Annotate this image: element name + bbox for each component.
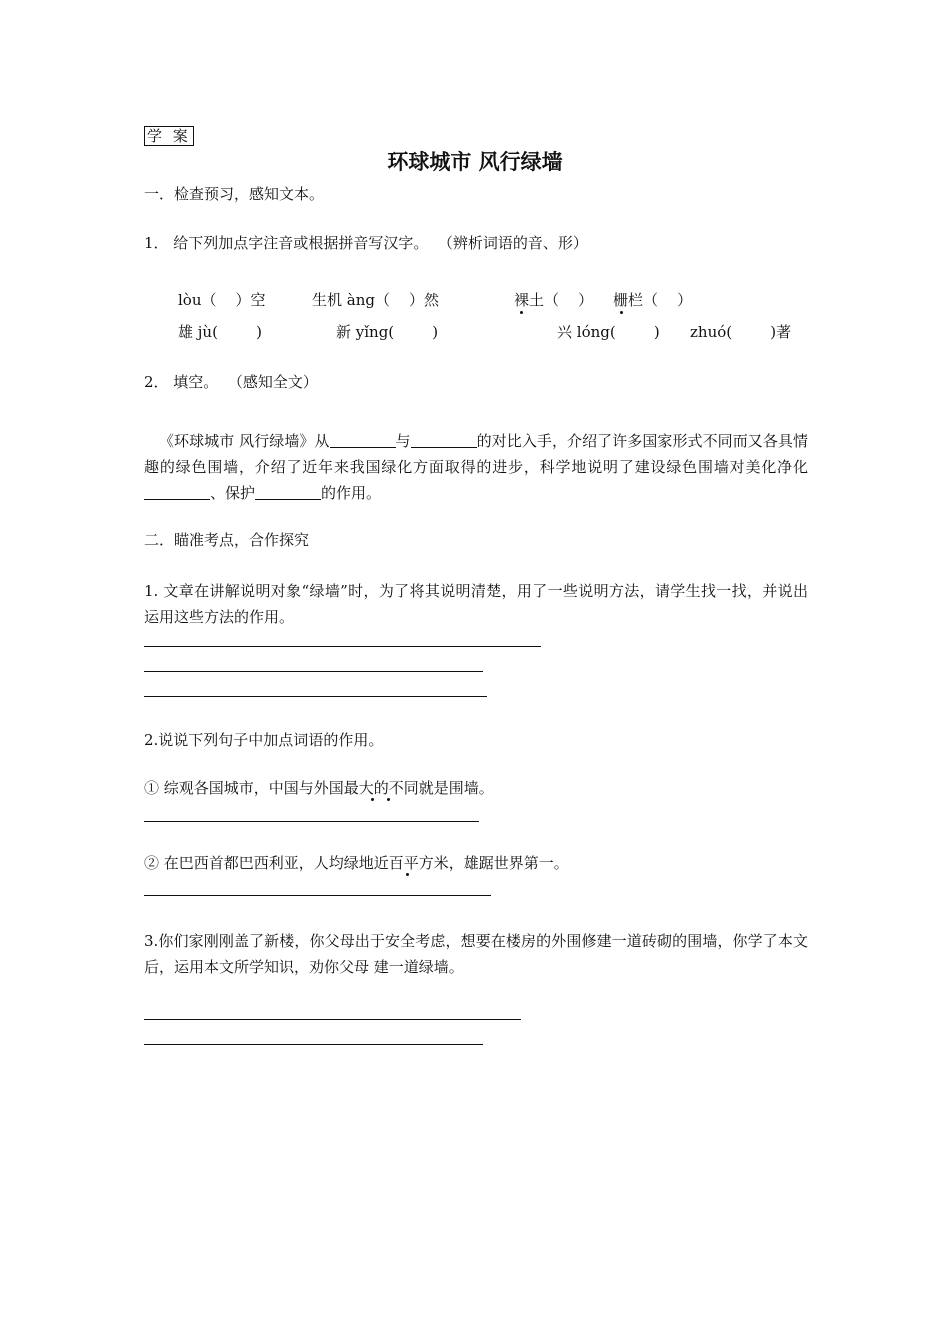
task-2-text: 2.说说下列句子中加点词语的作用。 (144, 731, 384, 749)
task-1-text: 1. 文章在讲解说明对象“绿墙”时，为了将其说明清楚，用了一些说明方法，请学生找一找，并说出运用这些方法的作用。 (144, 582, 808, 626)
answer-line[interactable] (144, 1019, 521, 1020)
answer-line[interactable] (144, 646, 541, 647)
sentence-1: ① 综观各国城市，中国与外国最大的不同就是围墙。 (144, 779, 494, 797)
fill-blank[interactable] (255, 483, 321, 500)
fill-blank[interactable] (144, 483, 210, 500)
fill-text: 的对比入手，介绍了许多国家形式不同而又各具情趣的绿色围墙，介绍了近年来我国绿化方面取得的进步，科学地说明了建设绿色围墙对美化净化 (144, 432, 808, 476)
fill-text: 与 (395, 432, 411, 450)
fill-text: 的作用。 (321, 484, 382, 502)
answer-line[interactable] (144, 895, 491, 896)
fill-blank[interactable] (411, 431, 477, 448)
fill-in-paragraph (144, 428, 808, 506)
fill-text: 、保护 (210, 484, 256, 502)
pinyin-item-ying: 新 yǐng( ) (336, 323, 439, 341)
page-title: 环球城市 风行绿墙 (387, 150, 563, 174)
emphasis-dot (406, 873, 409, 876)
question-1: 1． 给下列加点字注音或根据拼音写汉字。 （辨析词语的音、形） (144, 234, 588, 252)
answer-line[interactable] (144, 671, 483, 672)
question-2: 2． 填空。 （感知全文） (144, 373, 318, 391)
answer-line[interactable] (144, 1044, 483, 1045)
pinyin-item-long: 兴 lóng( ) (557, 323, 660, 341)
section-2-heading: 二．瞄准考点，合作探究 (144, 531, 310, 549)
emphasis-dot (387, 798, 390, 801)
answer-line[interactable] (144, 821, 479, 822)
pinyin-item-luotu: 裸土（ ） (514, 291, 594, 309)
fill-blank[interactable] (330, 431, 396, 448)
pinyin-item-lou: lòu（ ）空 (178, 291, 266, 309)
answer-line[interactable] (144, 696, 487, 697)
header-box-label: 学 案 (144, 126, 194, 146)
fill-text: 《环球城市 风行绿墙》从 (159, 432, 330, 450)
task-3-text: 3.你们家刚刚盖了新楼，你父母出于安全考虑，想要在楼房的外围修建一道砖砌的围墙，你学了本文后，运用本文所学知识，劝你父母 建一道绿墙。 (144, 932, 808, 976)
pinyin-item-ju: 雄 jù( ) (178, 323, 262, 341)
emphasis-dot (620, 311, 623, 314)
emphasis-dot (520, 311, 523, 314)
emphasis-dot (371, 798, 374, 801)
sentence-2: ② 在巴西首都巴西利亚，人均绿地近百平方米，雄踞世界第一。 (144, 854, 569, 872)
section-1-heading: 一．检查预习，感知文本。 (144, 185, 325, 203)
pinyin-item-zhuo: zhuó( )著 (690, 323, 792, 341)
pinyin-item-zhalan: 栅栏（ ） (613, 291, 693, 309)
pinyin-item-ang: 生机 àng（ ）然 (312, 291, 440, 309)
